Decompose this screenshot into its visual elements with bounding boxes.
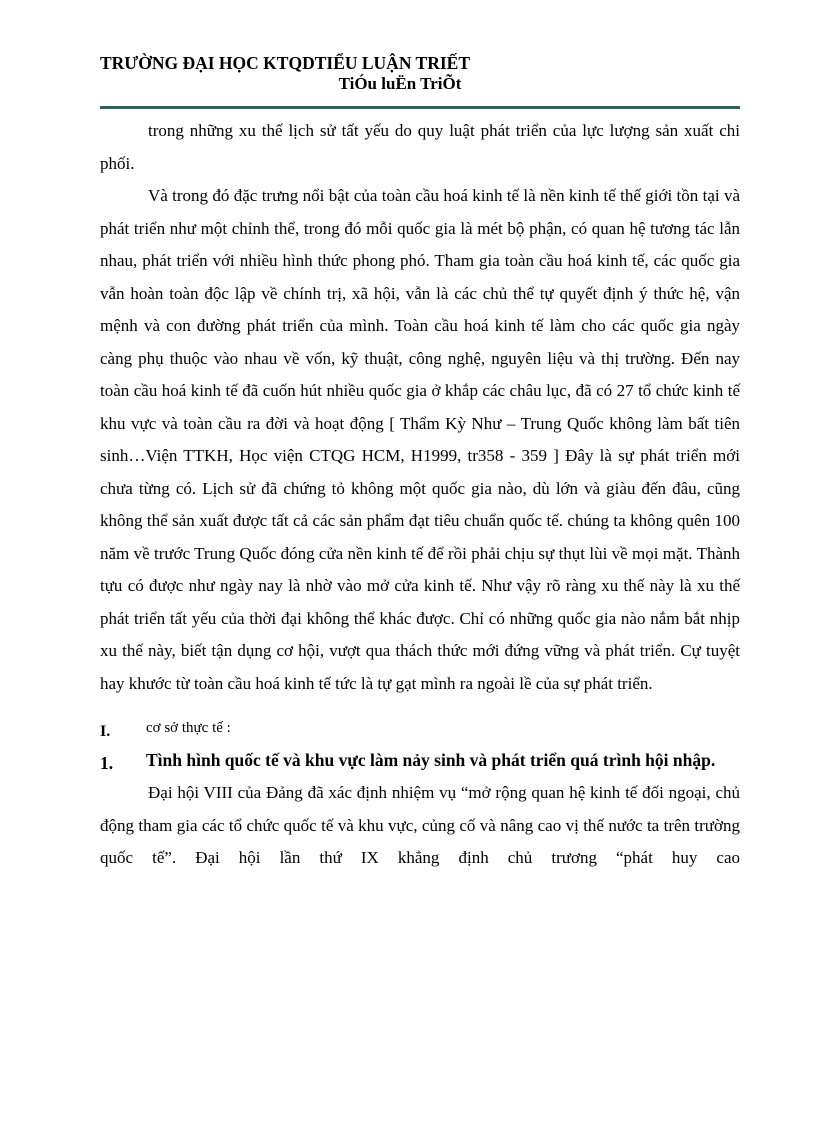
header-rule bbox=[100, 106, 740, 109]
sub-heading bbox=[100, 744, 740, 777]
header-title: TRƯỜNG ĐẠI HỌC KTQDTIỂU LUẬN TRIẾT bbox=[100, 53, 470, 73]
sub-heading-title: Tình hình quốc tế và khu vực làm nảy sinh và phát triển quá trình hội nhập. bbox=[146, 750, 716, 770]
section-number: I. bbox=[100, 723, 111, 740]
header-subtitle: TiÓu luËn TriÕt bbox=[338, 74, 462, 93]
paragraph-2: Và trong đó đặc trưng nổi bật của toàn cầu hoá kinh tế là nền kinh tế thế giới tồn tại và phát triển như một chỉnh thể, trong đó mỗi quốc gia là mét bộ phận, có quan hệ tương tác lẫn nhau, phát triển với nhiều hình thức phong phó. Tham gia toàn cầu hoá kinh tế, các quốc gia vẫn hoàn toàn độc lập về chính trị, xã hội, vẫn là các chủ thể tự quyết định ý thức hệ, vận mệnh và con đường phát triển của mình. Toàn cầu hoá kinh tế làm cho các quốc gia ngày càng phụ thuộc vào nhau về vốn, kỹ thuật, công nghệ, nguyên liệu và thị trường. Đến nay toàn cầu hoá kinh tế đã cuốn hút nhiều quốc gia ở khắp các châu lục, đã có 27 tổ chức kinh tế khu vực và toàn cầu ra đời và hoạt động [ Thẩm Kỳ Như – Trung Quốc không làm bất tiên sinh…Viện TTKH, Học viện CTQG HCM, H1999, tr358 - 359 ] Đây là sự phát triển mới chưa từng có. Lịch sử đã chứng tỏ không một quốc gia nào, dù lớn và giàu đến đâu, cũng không thể sản xuất được tất cả các sản phẩm đạt tiêu chuẩn quốc tế. chúng ta không quên 100 năm về trước Trung Quốc đóng cửa nền kinh tế để rồi phải chịu sự thụt lùi về mọi mặt. Thành tựu có được như ngày nay là nhờ vào mở cửa kinh tế. Như vậy rõ ràng xu thế này là xu thế phát triển tất yếu của thời đại không thể khác được. Chỉ có những quốc gia nào nắm bắt nhịp xu thế này, biết tận dụng cơ hội, vượt qua thách thức mới đứng vững và phát triển. Cự tuyệt hay khước từ toàn cầu hoá kinh tế tức là tự gạt mình ra ngoài lề của sự phát triển. bbox=[100, 186, 740, 693]
sub-heading-number: 1. bbox=[100, 753, 114, 773]
paragraph-1: trong những xu thế lịch sử tất yếu do quy luật phát triển của lực lượng sản xuất chi phối. bbox=[100, 121, 740, 173]
page-header bbox=[100, 52, 740, 94]
paragraph-3: Đại hội VIII của Đảng đã xác định nhiệm vụ “mở rộng quan hệ kinh tế đối ngoại, chủ động tham gia các tổ chức quốc tế và khu vực, củng cố và nâng cao vị thế nước ta trên trường quốc tế”. Đại hội lần thứ IX khẳng định chủ trương “phát huy cao bbox=[100, 783, 740, 867]
section-title: cơ sở thực tế : bbox=[146, 720, 231, 736]
section-heading bbox=[100, 712, 740, 744]
document-body bbox=[100, 115, 740, 875]
